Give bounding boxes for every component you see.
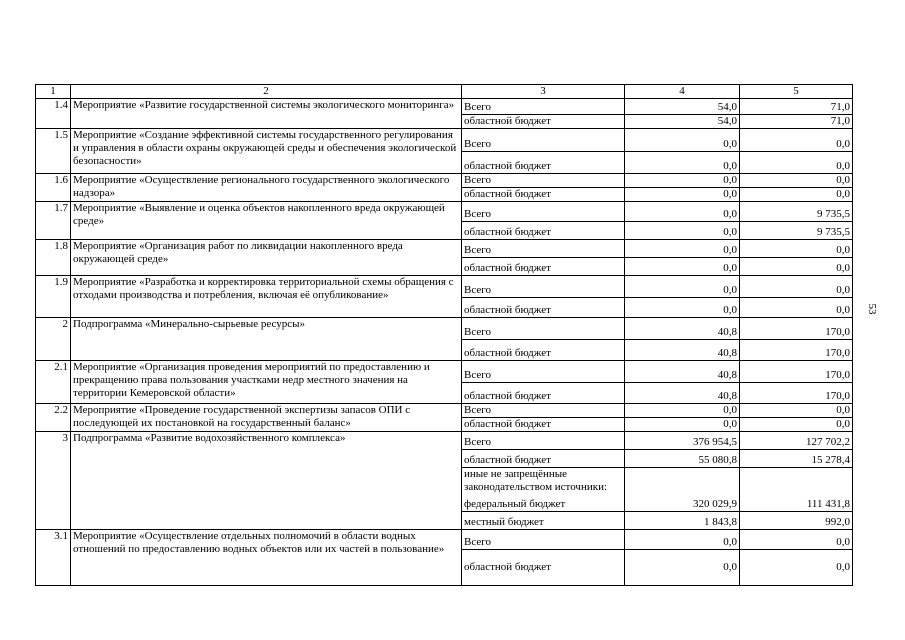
value-col-4: 376 954,5 xyxy=(625,432,740,450)
source-cell: областной бюджет xyxy=(462,550,625,586)
row-number: 1.7 xyxy=(36,202,71,240)
row-number: 1.9 xyxy=(36,276,71,318)
source-cell: Всего xyxy=(462,240,625,258)
value-col-4: 0,0 xyxy=(625,530,740,550)
table-row xyxy=(36,202,853,222)
value-col-5: 9 735,5 xyxy=(740,222,853,240)
source-cell: федеральный бюджет xyxy=(462,496,625,512)
measure-name: Мероприятие «Осуществление отдельных полномочий в области водных отношений по предоставлению водных объектов или их частей в пользование» xyxy=(71,530,462,586)
value-col-4: 320 029,9 xyxy=(625,496,740,512)
page-number: 53 xyxy=(866,303,878,315)
source-cell: Всего xyxy=(462,404,625,418)
measure-name: Мероприятие «Проведение государственной экспертизы запасов ОПИ с последующей их постановкой на государственный баланс» xyxy=(71,404,462,432)
table-row xyxy=(36,318,853,340)
table-row xyxy=(36,530,853,550)
value-col-4: 0,0 xyxy=(625,404,740,418)
header-col-5: 5 xyxy=(740,85,853,99)
source-cell: областной бюджет xyxy=(462,152,625,174)
source-cell: областной бюджет xyxy=(462,298,625,318)
table-row xyxy=(36,99,853,115)
header-col-4: 4 xyxy=(625,85,740,99)
value-col-5: 170,0 xyxy=(740,318,853,340)
value-col-4: 0,0 xyxy=(625,298,740,318)
measure-name: Мероприятие «Выявление и оценка объектов накопленного вреда окружающей среде» xyxy=(71,202,462,240)
value-col-4: 0,0 xyxy=(625,222,740,240)
value-col-5: 0,0 xyxy=(740,240,853,258)
value-col-4: 0,0 xyxy=(625,550,740,586)
value-col-5: 0,0 xyxy=(740,152,853,174)
measure-name: Мероприятие «Развитие государственной системы экологического мониторинга» xyxy=(71,99,462,129)
table-row xyxy=(36,361,853,383)
value-col-4: 0,0 xyxy=(625,258,740,276)
value-col-4-empty xyxy=(625,468,740,496)
other-sources-label: иные не запрещённые законодательством источники: xyxy=(464,468,608,493)
source-cell: областной бюджет xyxy=(462,418,625,432)
table-row xyxy=(36,276,853,298)
row-number: 1.5 xyxy=(36,129,71,174)
measure-name: Мероприятие «Организация проведения мероприятий по предоставлению и прекращению права пользования участками недр местного значения на территории Кемеровской области» xyxy=(71,361,462,404)
source-cell: Всего xyxy=(462,99,625,115)
value-col-4: 0,0 xyxy=(625,152,740,174)
value-col-5: 71,0 xyxy=(740,99,853,115)
value-col-5: 0,0 xyxy=(740,174,853,188)
value-col-5: 127 702,2 xyxy=(740,432,853,450)
row-number: 1.8 xyxy=(36,240,71,276)
value-col-5: 71,0 xyxy=(740,115,853,129)
value-col-5: 15 278,4 xyxy=(740,450,853,468)
value-col-4: 0,0 xyxy=(625,129,740,152)
source-note xyxy=(462,468,625,496)
value-col-4: 40,8 xyxy=(625,318,740,340)
value-col-5: 0,0 xyxy=(740,258,853,276)
value-col-4: 40,8 xyxy=(625,383,740,404)
value-col-5: 170,0 xyxy=(740,361,853,383)
header-col-2: 2 xyxy=(71,85,462,99)
measure-name: Мероприятие «Осуществление регионального государственного экологического надзора» xyxy=(71,174,462,202)
value-col-5: 0,0 xyxy=(740,129,853,152)
source-cell: областной бюджет xyxy=(462,188,625,202)
budget-table xyxy=(35,84,853,586)
source-cell: Всего xyxy=(462,276,625,298)
header-row xyxy=(36,85,853,99)
source-cell: областной бюджет xyxy=(462,115,625,129)
table-row xyxy=(36,404,853,418)
value-col-5: 170,0 xyxy=(740,340,853,361)
value-col-5: 0,0 xyxy=(740,418,853,432)
row-number: 2.2 xyxy=(36,404,71,432)
source-cell: Всего xyxy=(462,202,625,222)
value-col-4: 0,0 xyxy=(625,240,740,258)
source-cell: Всего xyxy=(462,318,625,340)
measure-name: Мероприятие «Создание эффективной системы государственного регулирования и управления в области охраны окружающей среды и обеспечения экологической безопасности» xyxy=(71,129,462,174)
value-col-4: 0,0 xyxy=(625,188,740,202)
measure-name: Мероприятие «Организация работ по ликвидации накопленного вреда окружающей среде» xyxy=(71,240,462,276)
value-col-4: 1 843,8 xyxy=(625,512,740,530)
source-cell: областной бюджет xyxy=(462,450,625,468)
source-cell: местный бюджет xyxy=(462,512,625,530)
measure-name: Подпрограмма «Минерально-сырьевые ресурсы» xyxy=(71,318,462,361)
value-col-5: 0,0 xyxy=(740,276,853,298)
source-cell: областной бюджет xyxy=(462,258,625,276)
value-col-4: 54,0 xyxy=(625,99,740,115)
source-cell: Всего xyxy=(462,432,625,450)
value-col-4: 0,0 xyxy=(625,418,740,432)
measure-name: Подпрограмма «Развитие водохозяйственного комплекса» xyxy=(71,432,462,530)
value-col-5: 992,0 xyxy=(740,512,853,530)
source-cell: Всего xyxy=(462,361,625,383)
value-col-5: 0,0 xyxy=(740,550,853,586)
source-cell: Всего xyxy=(462,129,625,152)
value-col-4: 0,0 xyxy=(625,174,740,188)
value-col-5: 0,0 xyxy=(740,404,853,418)
value-col-5-empty xyxy=(740,468,853,496)
value-col-5: 170,0 xyxy=(740,383,853,404)
table-row xyxy=(36,240,853,258)
value-col-5: 9 735,5 xyxy=(740,202,853,222)
value-col-4: 0,0 xyxy=(625,202,740,222)
value-col-4: 54,0 xyxy=(625,115,740,129)
table-row xyxy=(36,174,853,188)
table-row xyxy=(36,432,853,450)
row-number: 2 xyxy=(36,318,71,361)
header-col-3: 3 xyxy=(462,85,625,99)
row-number: 1.4 xyxy=(36,99,71,129)
row-number: 2.1 xyxy=(36,361,71,404)
value-col-4: 55 080,8 xyxy=(625,450,740,468)
value-col-4: 0,0 xyxy=(625,276,740,298)
value-col-5: 111 431,8 xyxy=(740,496,853,512)
source-cell: Всего xyxy=(462,174,625,188)
row-number: 3 xyxy=(36,432,71,530)
source-cell: областной бюджет xyxy=(462,383,625,404)
value-col-4: 40,8 xyxy=(625,361,740,383)
row-number: 3.1 xyxy=(36,530,71,586)
source-cell: областной бюджет xyxy=(462,222,625,240)
header-col-1: 1 xyxy=(36,85,71,99)
table-row xyxy=(36,129,853,152)
value-col-5: 0,0 xyxy=(740,188,853,202)
value-col-5: 0,0 xyxy=(740,530,853,550)
measure-name: Мероприятие «Разработка и корректировка территориальной схемы обращения с отходами производства и потребления, включая её опубликование» xyxy=(71,276,462,318)
value-col-5: 0,0 xyxy=(740,298,853,318)
source-cell: областной бюджет xyxy=(462,340,625,361)
value-col-4: 40,8 xyxy=(625,340,740,361)
source-cell: Всего xyxy=(462,530,625,550)
row-number: 1.6 xyxy=(36,174,71,202)
